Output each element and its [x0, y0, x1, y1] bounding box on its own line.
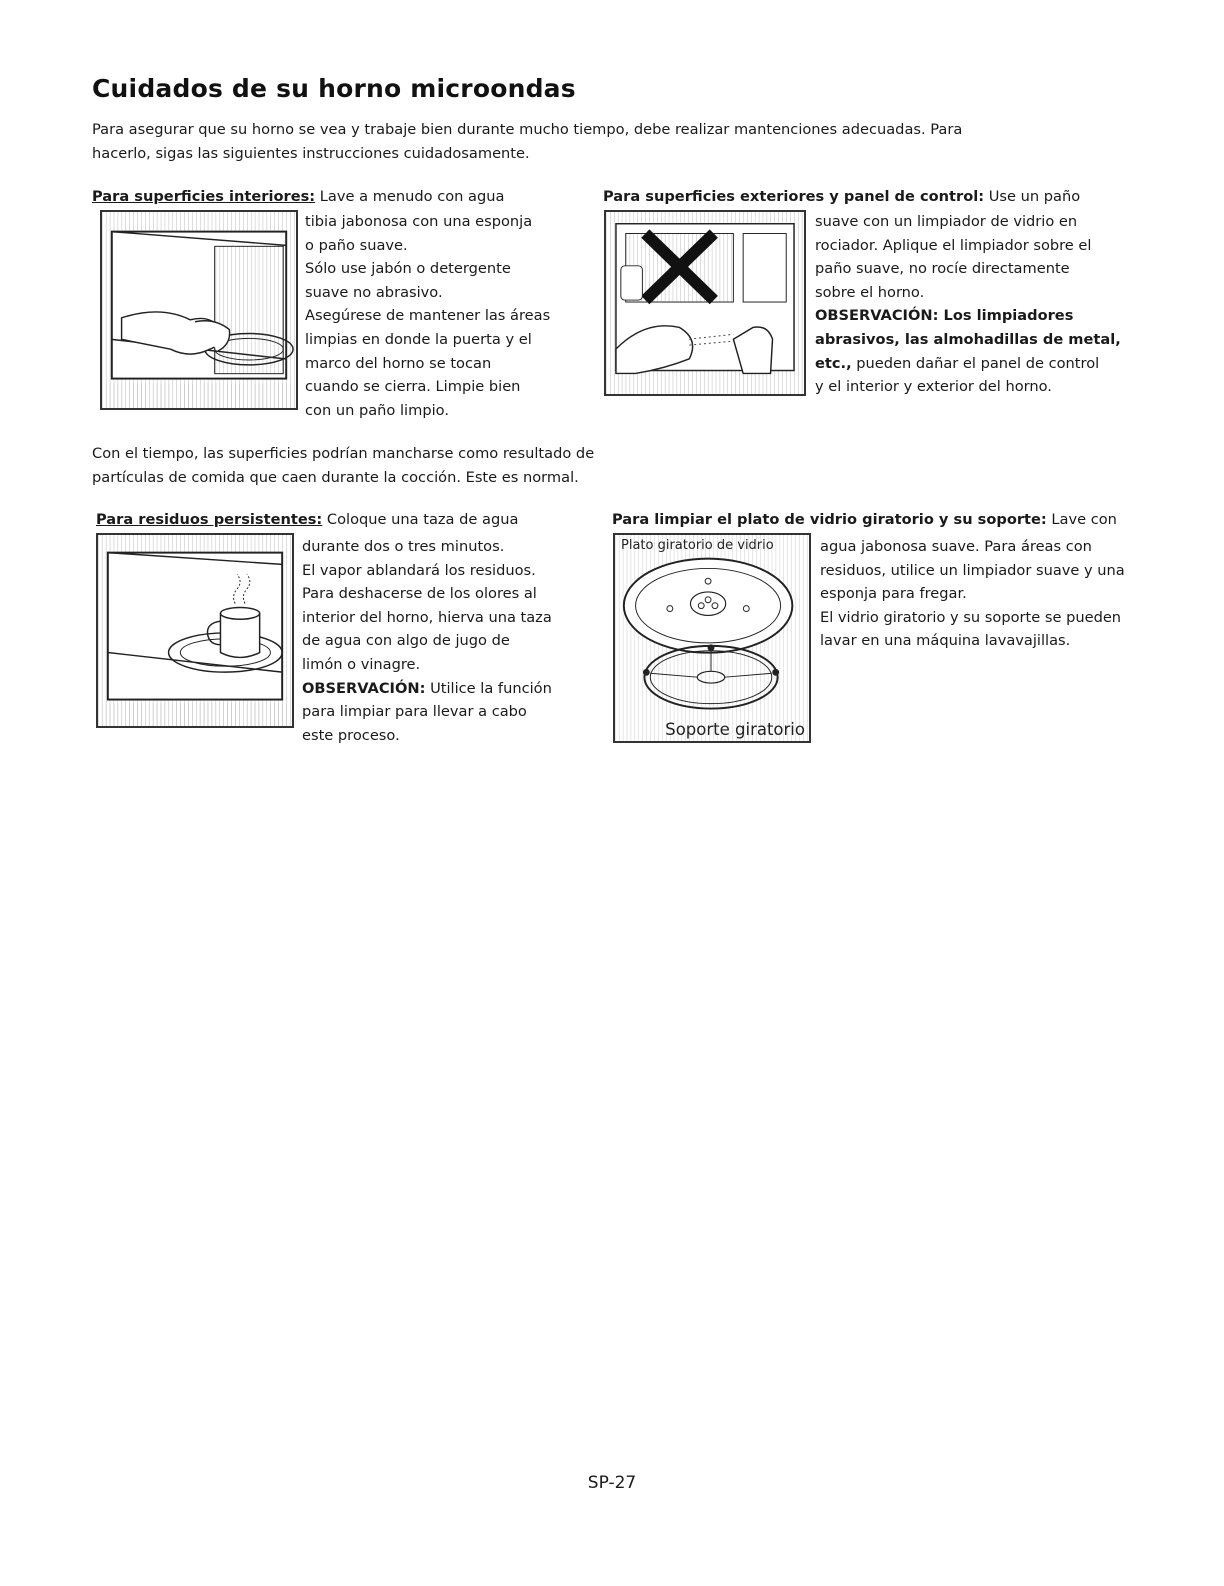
exterior-line: rociador. Aplique el limpiador sobre el: [815, 236, 1092, 254]
interior-first-line: Lave a menudo con agua: [319, 188, 505, 205]
intro-paragraph: [92, 118, 1052, 165]
exterior-line: y el interior y exterior del horno.: [815, 378, 1052, 396]
exterior-heading-line: [603, 185, 1163, 209]
interior-line: Sólo use jabón o detergente: [305, 260, 511, 278]
interior-line: Asegúrese de mantener las áreas: [305, 307, 551, 325]
interior-line: limpias en donde la puerta y el: [305, 330, 532, 348]
interior-cleaning-illustration: [100, 210, 298, 410]
interior-text: [305, 210, 575, 422]
no-spray-oven-icon: [606, 212, 804, 394]
exterior-text: [815, 210, 1175, 399]
residue-note-text: Utilice la función: [425, 679, 552, 697]
interior-line: o paño suave.: [305, 236, 408, 254]
residue-heading: Para residuos persistentes:: [96, 511, 323, 528]
residue-first-line: Coloque una taza de agua: [326, 511, 519, 528]
residue-text: [302, 535, 592, 747]
residue-line: limón o vinagre.: [302, 655, 421, 673]
exterior-line: sobre el horno.: [815, 283, 925, 301]
exterior-heading: Para superficies exteriores y panel de control:: [603, 188, 985, 205]
exterior-note-tail-bold: etc.,: [815, 354, 852, 372]
interior-line: tibia jabonosa con una esponja: [305, 213, 533, 230]
residue-line: durante dos o tres minutos.: [302, 538, 505, 555]
stains-line: Con el tiempo, las superficies podrían mancharse como resultado de: [92, 445, 595, 462]
residue-heading-line: [96, 508, 566, 532]
page-title: Cuidados de su horno microondas: [92, 74, 576, 103]
interior-line: cuando se cierra. Limpie bien: [305, 378, 521, 396]
turntable-line: esponja para fregar.: [820, 585, 967, 603]
residue-note: [302, 677, 592, 701]
turntable-heading: Para limpiar el plato de vidrio giratorio y su soporte:: [612, 511, 1047, 528]
exterior-note-tail: [815, 352, 1175, 376]
residue-note-label: OBSERVACIÓN:: [302, 679, 426, 697]
steaming-cup-in-oven-icon: [98, 535, 292, 726]
turntable-line: lavar en una máquina lavavajillas.: [820, 632, 1071, 650]
residue-line: este proceso.: [302, 726, 400, 744]
interior-heading-line: [92, 185, 562, 209]
interior-line: suave no abrasivo.: [305, 283, 443, 301]
turntable-heading-line: [612, 508, 1192, 532]
exterior-line: paño suave, no rocíe directamente: [815, 260, 1070, 278]
stains-paragraph: [92, 442, 692, 489]
exterior-first-line: Use un paño: [988, 188, 1081, 205]
residue-line: para limpiar para llevar a cabo: [302, 703, 527, 721]
exterior-note-line: abrasivos, las almohadillas de metal,: [815, 330, 1121, 348]
interior-heading: Para superficies interiores:: [92, 188, 316, 205]
glass-tray-caption: Plato giratorio de vidrio: [621, 538, 774, 553]
turntable-text: [820, 535, 1180, 653]
residue-line: de agua con algo de jugo de: [302, 632, 510, 650]
roller-support-caption: Soporte giratorio: [665, 720, 805, 739]
exterior-note-line: OBSERVACIÓN: Los limpiadores: [815, 307, 1074, 325]
exterior-cleaning-illustration: [604, 210, 806, 396]
interior-line: marco del horno se tocan: [305, 354, 492, 372]
intro-line: hacerlo, sigas las siguientes instrucciones cuidadosamente.: [92, 144, 530, 162]
exterior-line: suave con un limpiador de vidrio en: [815, 213, 1078, 230]
turntable-line: residuos, utilice un limpiador suave y una: [820, 561, 1125, 579]
turntable-line: agua jabonosa suave. Para áreas con: [820, 538, 1092, 555]
residue-line: El vapor ablandará los residuos.: [302, 561, 536, 579]
exterior-note-tail-text: pueden dañar el panel de control: [851, 354, 1100, 372]
residue-line: interior del horno, hierva una taza: [302, 608, 552, 626]
hand-wiping-oven-icon: [102, 212, 296, 408]
turntable-illustration: [613, 533, 811, 743]
residue-line: Para deshacerse de los olores al: [302, 585, 537, 603]
stains-line: partículas de comida que caen durante la cocción. Este es normal.: [92, 468, 579, 486]
interior-line: con un paño limpio.: [305, 401, 449, 419]
residue-cleaning-illustration: [96, 533, 294, 728]
turntable-first-line: Lave con: [1051, 511, 1117, 528]
page-number: SP-27: [587, 1473, 637, 1493]
turntable-line: El vidrio giratorio y su soporte se pueden: [820, 608, 1122, 626]
intro-line: Para asegurar que su horno se vea y trabaje bien durante mucho tiempo, debe realizar mantenciones adecuadas. Para: [92, 121, 963, 138]
glass-tray-and-roller-ring-icon: [615, 535, 809, 741]
